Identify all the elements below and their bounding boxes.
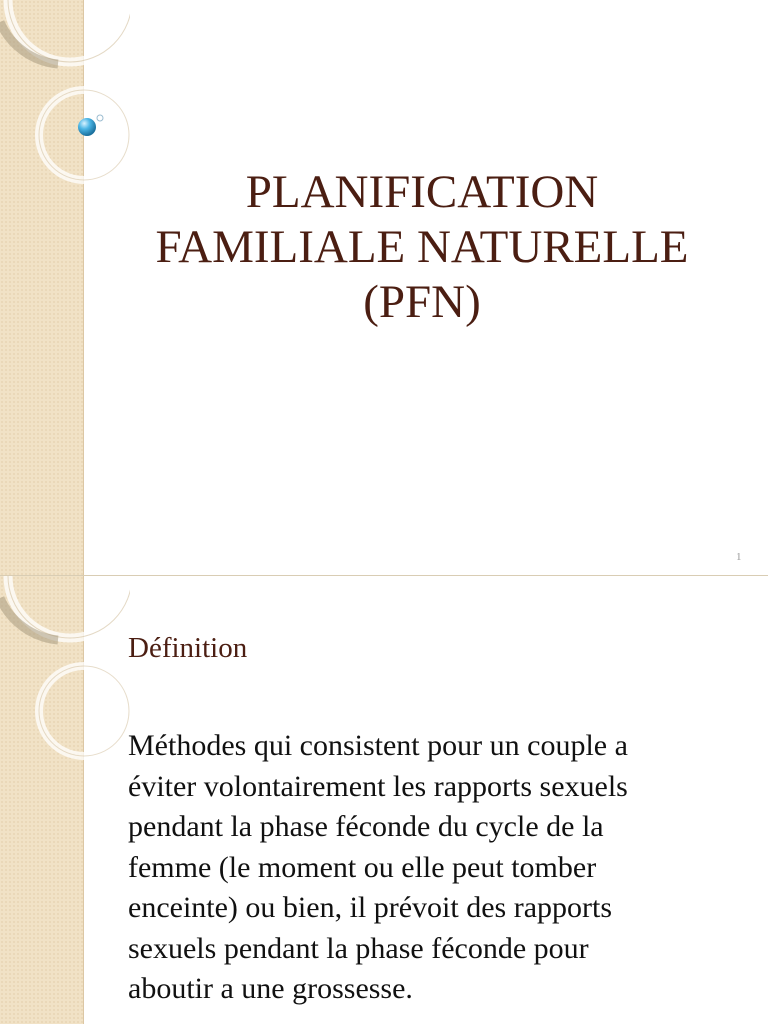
definition-line-5: enceinte) ou bien, il prévoit des rapports [128, 891, 613, 924]
slide-title [100, 165, 744, 330]
circle-ornament-icon [0, 576, 130, 776]
definition-line-6: sexuels pendant la phase féconde pour [128, 931, 589, 965]
title-line-1: PLANIFICATION [245, 166, 599, 218]
definition-line-4: femme (le moment ou elle peut tomber [128, 850, 597, 884]
definition-line-1: Méthodes qui consistent pour un couple a [128, 729, 628, 762]
slide-2 [0, 576, 768, 1024]
blue-bead-icon [0, 0, 110, 150]
definition-line-7: aboutir a une grossesse. [128, 972, 413, 1005]
definition-heading: Définition [128, 632, 248, 664]
definition-line-3: pendant la phase féconde du cycle de la [128, 810, 604, 843]
page-number: 1 [736, 551, 742, 563]
title-line-2: FAMILIALE NATURELLE [155, 221, 689, 273]
title-line-3: (PFN) [363, 276, 481, 328]
definition-text [128, 726, 738, 1010]
definition-line-2: éviter volontairement les rapports sexuels [128, 769, 628, 803]
